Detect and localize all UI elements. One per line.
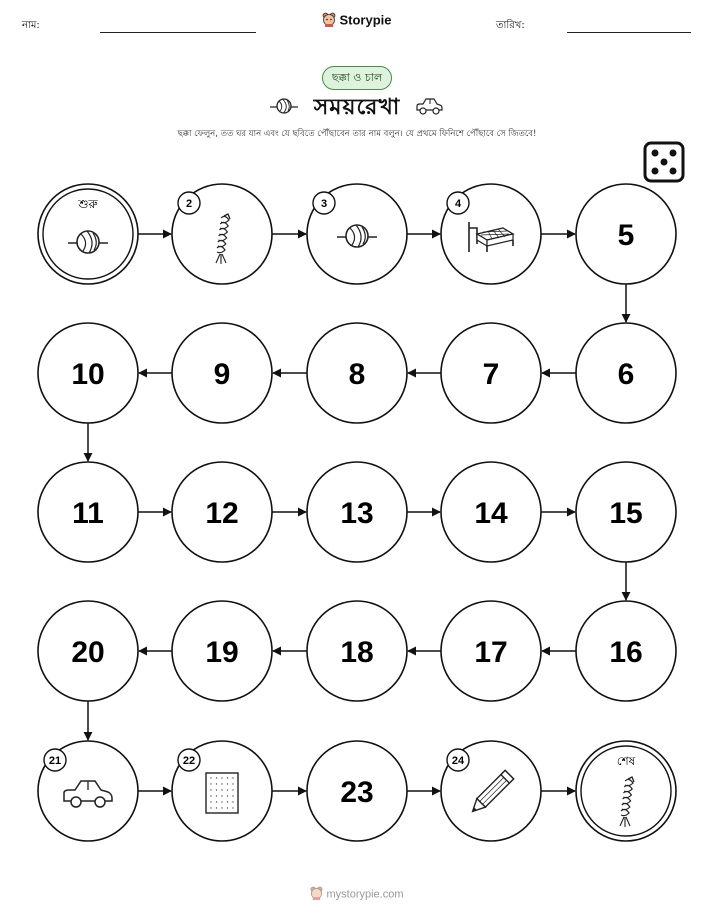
- space-number: 23: [340, 776, 374, 809]
- board-space-2[interactable]: [172, 184, 272, 284]
- board-space-5[interactable]: [576, 184, 676, 284]
- space-number-badge: [447, 749, 469, 771]
- board-space-18[interactable]: [307, 601, 407, 701]
- name-label: নাম:: [22, 20, 40, 31]
- space-number: 8: [348, 358, 366, 391]
- date-label: তারিখ:: [496, 20, 525, 31]
- space-number: 19: [205, 636, 239, 669]
- space-number: 16: [609, 636, 643, 669]
- space-number-badge: [313, 192, 335, 214]
- instructions: ছক্কা ফেলুন, তত ঘর যান এবং যে ছবিতে পৌঁছাবেন তার নাম বলুন। যে প্রথমে ফিনিশে পৌঁছাবে সে জিতবে!: [177, 129, 537, 139]
- space-number-badge: [447, 192, 469, 214]
- board-space-19[interactable]: [172, 601, 272, 701]
- cracker-icon: [206, 773, 238, 813]
- board-space-16[interactable]: [576, 601, 676, 701]
- start-label: শুরু: [78, 197, 98, 211]
- space-number: 5: [617, 219, 635, 252]
- board-space-6[interactable]: [576, 323, 676, 423]
- space-number-badge: [178, 192, 200, 214]
- board-space-25[interactable]: [576, 741, 676, 841]
- board-space-23[interactable]: [307, 741, 407, 841]
- space-number: 24: [451, 755, 465, 767]
- space-number: 2: [185, 198, 193, 210]
- board-space-9[interactable]: [172, 323, 272, 423]
- board-space-1[interactable]: [38, 184, 138, 284]
- board-space-14[interactable]: [441, 462, 541, 562]
- end-label: শেষ: [616, 754, 636, 768]
- board-space-3[interactable]: [307, 184, 407, 284]
- space-number: 7: [482, 358, 500, 391]
- space-number: 10: [71, 358, 105, 391]
- space-number: 3: [320, 198, 328, 210]
- board-space-11[interactable]: [38, 462, 138, 562]
- space-number: 13: [340, 497, 374, 530]
- space-number: 20: [71, 636, 105, 669]
- page-title: সময়রেখা: [313, 95, 401, 120]
- brand-name: Storypie: [339, 12, 392, 28]
- space-number: 6: [617, 358, 635, 391]
- space-number-badge: [178, 749, 200, 771]
- board-space-7[interactable]: [441, 323, 541, 423]
- board-space-17[interactable]: [441, 601, 541, 701]
- space-number: 18: [340, 636, 374, 669]
- space-number: 11: [72, 497, 104, 530]
- footer-url: mystorypie.com: [326, 888, 404, 901]
- space-number: 21: [48, 755, 62, 767]
- footer: [0, 886, 714, 903]
- mascot-icon: [310, 886, 323, 903]
- board-space-24[interactable]: [441, 741, 541, 841]
- board-space-12[interactable]: [172, 462, 272, 562]
- game-type-badge: ছক্কা ও চাল: [322, 66, 392, 90]
- board-space-21[interactable]: [38, 741, 138, 841]
- board-space-13[interactable]: [307, 462, 407, 562]
- board-space-10[interactable]: [38, 323, 138, 423]
- space-number-badge: [44, 749, 66, 771]
- board-space-20[interactable]: [38, 601, 138, 701]
- board-space-4[interactable]: [441, 184, 541, 284]
- space-number: 12: [205, 497, 239, 530]
- space-number: 9: [213, 358, 231, 391]
- board-space-15[interactable]: [576, 462, 676, 562]
- space-number: 22: [182, 755, 196, 767]
- space-number: 17: [474, 636, 508, 669]
- space-number: 15: [609, 497, 643, 530]
- space-number: 14: [474, 497, 508, 530]
- space-number: 4: [454, 198, 462, 210]
- board-space-22[interactable]: [172, 741, 272, 841]
- board-space-8[interactable]: [307, 323, 407, 423]
